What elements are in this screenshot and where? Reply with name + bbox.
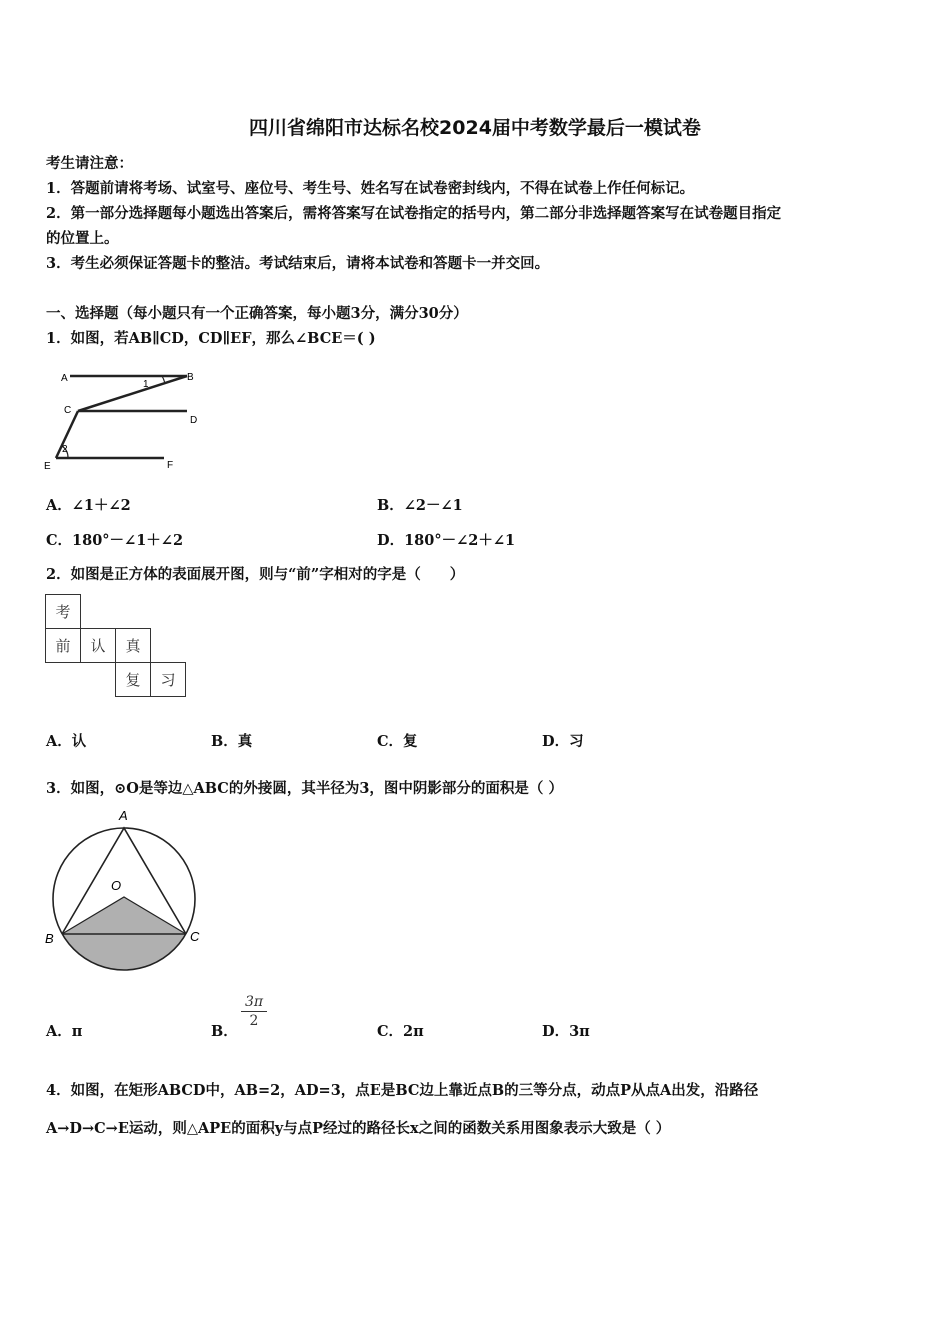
q4-stem-line-2: A→D→C→E运动，则△APE的面积y与点P经过的路径长x之间的函数关系用图象表示大致是（ ）: [46, 1120, 671, 1137]
notice-item-3: 3．考生必须保证答题卡的整洁。考试结束后，请将本试卷和答题卡一并交回。: [46, 255, 550, 272]
q3-option-b[interactable]: B．: [211, 1023, 238, 1040]
q3-stem: 3．如图，⊙O是等边△ABC的外接圆，其半径为3，图中阴影部分的面积是（ ）: [46, 780, 563, 797]
label-c: C: [190, 929, 200, 944]
q1-option-c[interactable]: C．180°－∠1＋∠2: [46, 532, 184, 549]
label-a: A: [119, 808, 128, 823]
q3-option-c[interactable]: C．2π: [377, 1023, 424, 1040]
notice-item-2: 2．第一部分选择题每小题选出答案后，需将答案写在试卷指定的括号内，第二部分非选择题答案写在试卷题目指定: [46, 205, 782, 222]
page-title: 四川省绵阳市达标名校2024届中考数学最后一模试卷: [249, 117, 701, 139]
notice-item-1: 1．答题前请将考场、试室号、座位号、考生号、姓名写在试卷密封线内，不得在试卷上作任何标记。: [46, 180, 695, 197]
q1-stem: 1．如图，若AB∥CD，CD∥EF，那么∠BCE＝( ): [46, 330, 376, 347]
label-b: B: [45, 931, 54, 946]
q1-option-d[interactable]: D．180°－∠2＋∠1: [377, 532, 516, 549]
q2-option-b[interactable]: B．真: [211, 733, 253, 750]
cube-cell-zhen: 真: [115, 628, 151, 663]
cube-cell-ren: 认: [80, 628, 116, 663]
label-c: C: [64, 405, 72, 416]
fraction-denominator: 2: [249, 1013, 259, 1029]
cube-cell-xi: 习: [150, 662, 186, 697]
q3-option-b-fraction: [241, 994, 267, 1029]
notice-heading: 考生请注意：: [46, 155, 133, 172]
fraction-numerator: 3π: [241, 994, 267, 1012]
q2-option-c[interactable]: C．复: [377, 733, 418, 750]
line-cb: [78, 376, 187, 411]
label-o: O: [111, 878, 122, 893]
q3-figure: [40, 805, 210, 980]
label-f: F: [167, 460, 174, 471]
cube-cell-fu: 复: [115, 662, 151, 697]
q3-option-a[interactable]: A．π: [46, 1023, 83, 1040]
q2-option-a[interactable]: A．认: [46, 733, 87, 750]
label-angle-1: 1: [143, 379, 149, 390]
section-heading: 一、选择题（每小题只有一个正确答案，每小题3分，满分30分）: [46, 305, 468, 322]
q2-option-d[interactable]: D．习: [542, 733, 584, 750]
q4-stem-line-1: 4．如图，在矩形ABCD中，AB=2，AD=3，点E是BC边上靠近点B的三等分点，动点P从点A出发，沿路径: [46, 1082, 759, 1099]
label-a: A: [61, 373, 68, 384]
q3-option-d[interactable]: D．3π: [542, 1023, 590, 1040]
cube-cell-qian: 前: [45, 628, 81, 663]
cube-cell-kao: 考: [45, 594, 81, 629]
q2-stem: 2．如图是正方体的表面展开图，则与“前”字相对的字是（ ）: [46, 566, 465, 583]
q1-figure: [40, 362, 210, 474]
label-d: D: [190, 415, 198, 426]
notice-item-2-cont: 的位置上。: [46, 230, 119, 247]
label-b: B: [187, 372, 194, 383]
q1-option-a[interactable]: A．∠1＋∠2: [46, 497, 131, 514]
q1-option-b[interactable]: B．∠2－∠1: [377, 497, 463, 514]
label-e: E: [44, 461, 51, 472]
label-angle-2: 2: [62, 444, 68, 455]
